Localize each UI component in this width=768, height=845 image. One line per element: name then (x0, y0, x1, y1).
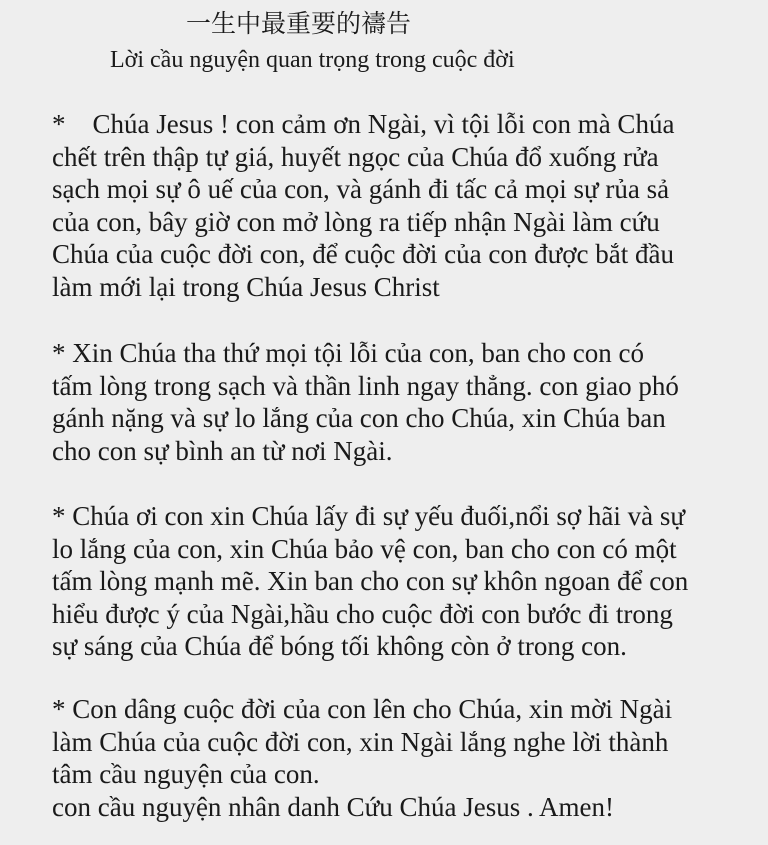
paragraph-line: * Chúa ơi con xin Chúa lấy đi sự yếu đuối,nổi sợ hãi và sự (52, 501, 686, 531)
paragraph-line: tấm lòng mạnh mẽ. Xin ban cho con sự khôn ngoan để con (52, 566, 689, 597)
title-vietnamese: Lời cầu nguyện quan trọng trong cuộc đời (110, 47, 515, 73)
prayer-paragraph-1 (52, 108, 742, 304)
paragraph-line: làm mới lại trong Chúa Jesus Christ (52, 271, 440, 302)
prayer-paragraph-2 (52, 337, 742, 467)
paragraph-line: sự sáng của Chúa để bóng tối không còn ở trong con. (52, 631, 627, 662)
paragraph-line: * Chúa Jesus ! con cảm ơn Ngài, vì tội lỗi con mà Chúa (52, 109, 675, 139)
paragraph-line: * Con dâng cuộc đời của con lên cho Chúa, xin mời Ngài (52, 694, 673, 724)
title-chinese: 一生中最重要的禱告 (186, 9, 412, 38)
paragraph-line: cho con sự bình an từ nơi Ngài. (52, 435, 393, 466)
paragraph-line: sạch mọi sự ô uế của con, và gánh đi tấc cả mọi sự rủa sả (52, 174, 670, 205)
paragraph-line: gánh nặng và sự lo lắng của con cho Chúa, xin Chúa ban (52, 403, 666, 434)
paragraph-line: tấm lòng trong sạch và thần linh ngay thẳng. con giao phó (52, 370, 679, 401)
paragraph-line: lo lắng của con, xin Chúa bảo vệ con, ban cho con có một (52, 533, 677, 564)
prayer-paragraph-4 (52, 693, 742, 823)
prayer-paragraph-3 (52, 500, 742, 663)
paragraph-line: tâm cầu nguyện của con. (52, 759, 320, 790)
paragraph-line: con cầu nguyện nhân danh Cứu Chúa Jesus . Amen! (52, 791, 615, 822)
paragraph-line: Chúa của cuộc đời con, để cuộc đời của con được bắt đầu (52, 239, 674, 270)
paragraph-line: chết trên thập tự giá, huyết ngọc của Chúa đổ xuống rửa (52, 141, 659, 172)
paragraph-line: hiểu được ý của Ngài,hầu cho cuộc đời con bước đi trong (52, 598, 673, 629)
paragraph-line: làm Chúa của cuộc đời con, xin Ngài lắng nghe lời thành (52, 726, 669, 757)
paragraph-line: của con, bây giờ con mở lòng ra tiếp nhận Ngài làm cứu (52, 206, 660, 237)
paragraph-line: * Xin Chúa tha thứ mọi tội lỗi của con, ban cho con có (52, 338, 645, 368)
